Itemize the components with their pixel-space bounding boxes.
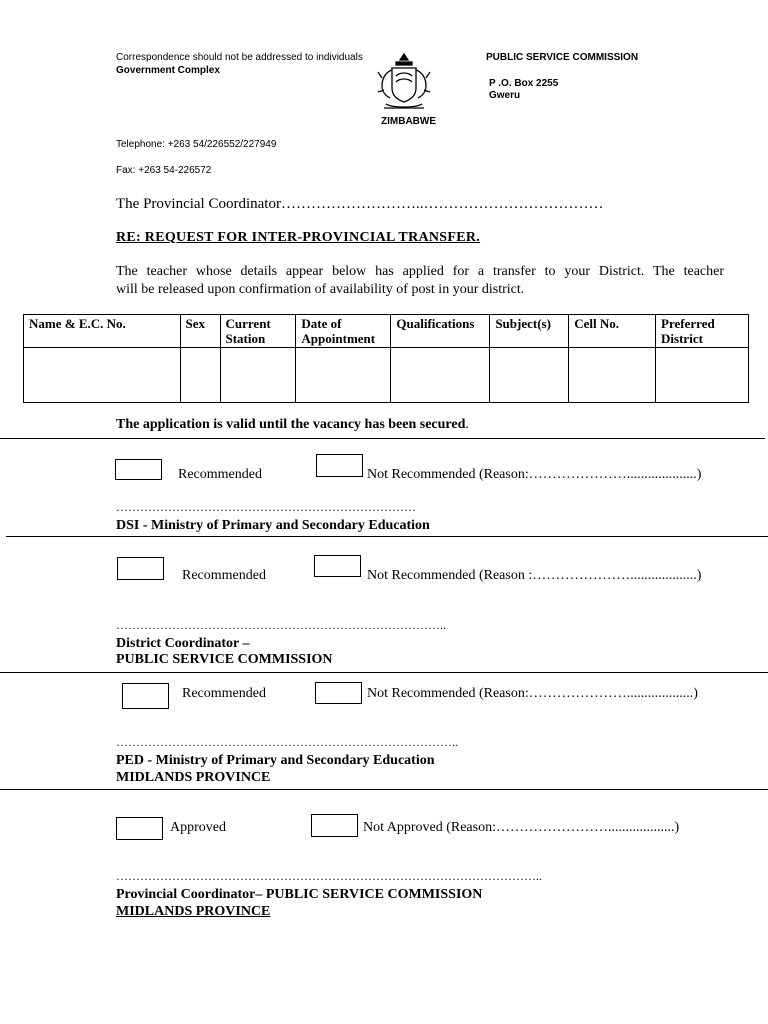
- col-header-district: Preferred District: [656, 315, 749, 348]
- recommended-checkbox-3[interactable]: [122, 683, 169, 709]
- telephone: Telephone: +263 54/226552/227949: [116, 139, 277, 150]
- intro-line-1: The teacher whose details appear below has applied for a transfer to your District. The teacher: [116, 264, 724, 279]
- fax: Fax: +263 54-226572: [116, 165, 212, 176]
- cell-station[interactable]: [220, 348, 296, 403]
- divider-4: [0, 789, 768, 790]
- not-approved-checkbox[interactable]: [311, 814, 358, 837]
- divider-2: [6, 536, 768, 537]
- col-header-name: Name & E.C. No.: [24, 315, 181, 348]
- table-row: [24, 348, 749, 403]
- recommended-label-2: Recommended: [182, 568, 266, 583]
- commission-name: PUBLIC SERVICE COMMISSION: [486, 52, 639, 63]
- recommended-label-3: Recommended: [182, 686, 266, 701]
- cell-date[interactable]: [296, 348, 391, 403]
- not-recommended-checkbox-2[interactable]: [314, 555, 361, 577]
- city: Gweru: [489, 90, 521, 101]
- signature-line-2: ………………………………………………………………………..: [116, 618, 446, 632]
- cell-subjects[interactable]: [490, 348, 569, 403]
- signatory-district-coordinator: District Coordinator –: [116, 636, 250, 651]
- approved-label: Approved: [170, 820, 226, 835]
- cell-qualifications[interactable]: [391, 348, 490, 403]
- intro-line-2: will be released upon confirmation of availability of post in your district.: [116, 282, 525, 297]
- not-recommended-label-1: Not Recommended (Reason:…………………....................): [367, 467, 702, 482]
- signatory-psc: PUBLIC SERVICE COMMISSION: [116, 652, 333, 667]
- signatory-dsi: DSI - Ministry of Primary and Secondary Education: [116, 518, 430, 533]
- col-header-qualifications: Qualifications: [391, 315, 490, 348]
- teacher-details-table: [23, 314, 749, 403]
- not-recommended-label-2: Not Recommended (Reason :…………………...................): [367, 568, 702, 583]
- not-approved-label: Not Approved (Reason:……………………...................): [363, 820, 680, 835]
- not-recommended-label-3: Not Recommended (Reason:…………………...................): [367, 686, 698, 701]
- table-header-row: [24, 315, 749, 348]
- validity-text: The application is valid until the vacancy has been secured: [116, 417, 466, 432]
- not-recommended-checkbox-1[interactable]: [316, 454, 363, 477]
- validity-period: .: [465, 417, 469, 432]
- col-header-sex: Sex: [180, 315, 220, 348]
- subject-heading: RE: REQUEST FOR INTER-PROVINCIAL TRANSFER.: [116, 230, 481, 245]
- signatory-ped: PED - Ministry of Primary and Secondary Education: [116, 753, 435, 768]
- zimbabwe-coat-of-arms-icon: [372, 50, 436, 114]
- recommended-label-1: Recommended: [178, 467, 262, 482]
- addressee-line: The Provincial Coordinator………………………..………………………………: [116, 196, 604, 212]
- col-header-subjects: Subject(s): [490, 315, 569, 348]
- col-header-cell: Cell No.: [569, 315, 656, 348]
- signatory-provincial-coordinator: Provincial Coordinator– PUBLIC SERVICE COMMISSION: [116, 887, 483, 902]
- not-recommended-checkbox-3[interactable]: [315, 682, 362, 704]
- address-line: Government Complex: [116, 65, 220, 76]
- signatory-midlands-1: MIDLANDS PROVINCE: [116, 770, 271, 785]
- cell-name[interactable]: [24, 348, 181, 403]
- signature-line-1: …………………………………………………………………: [116, 500, 416, 514]
- validity-note: [116, 417, 469, 433]
- cell-sex[interactable]: [180, 348, 220, 403]
- col-header-station: Current Station: [220, 315, 296, 348]
- cell-district[interactable]: [656, 348, 749, 403]
- recommended-checkbox-2[interactable]: [117, 557, 164, 580]
- divider-1: [0, 438, 765, 439]
- po-box: P .O. Box 2255: [489, 78, 559, 89]
- signatory-midlands-2: MIDLANDS PROVINCE: [116, 904, 271, 919]
- country-label: ZIMBABWE: [381, 116, 436, 127]
- signature-line-4: ……………………………………………………………………………………………..: [116, 869, 542, 883]
- col-header-date: Date of Appointment: [296, 315, 391, 348]
- recommended-checkbox-1[interactable]: [115, 459, 162, 480]
- approved-checkbox[interactable]: [116, 817, 163, 840]
- cell-phone[interactable]: [569, 348, 656, 403]
- divider-3: [0, 672, 768, 673]
- correspondence-note: Correspondence should not be addressed to individuals: [116, 52, 363, 63]
- signature-line-3: …………………………………………………………………………..: [116, 735, 458, 749]
